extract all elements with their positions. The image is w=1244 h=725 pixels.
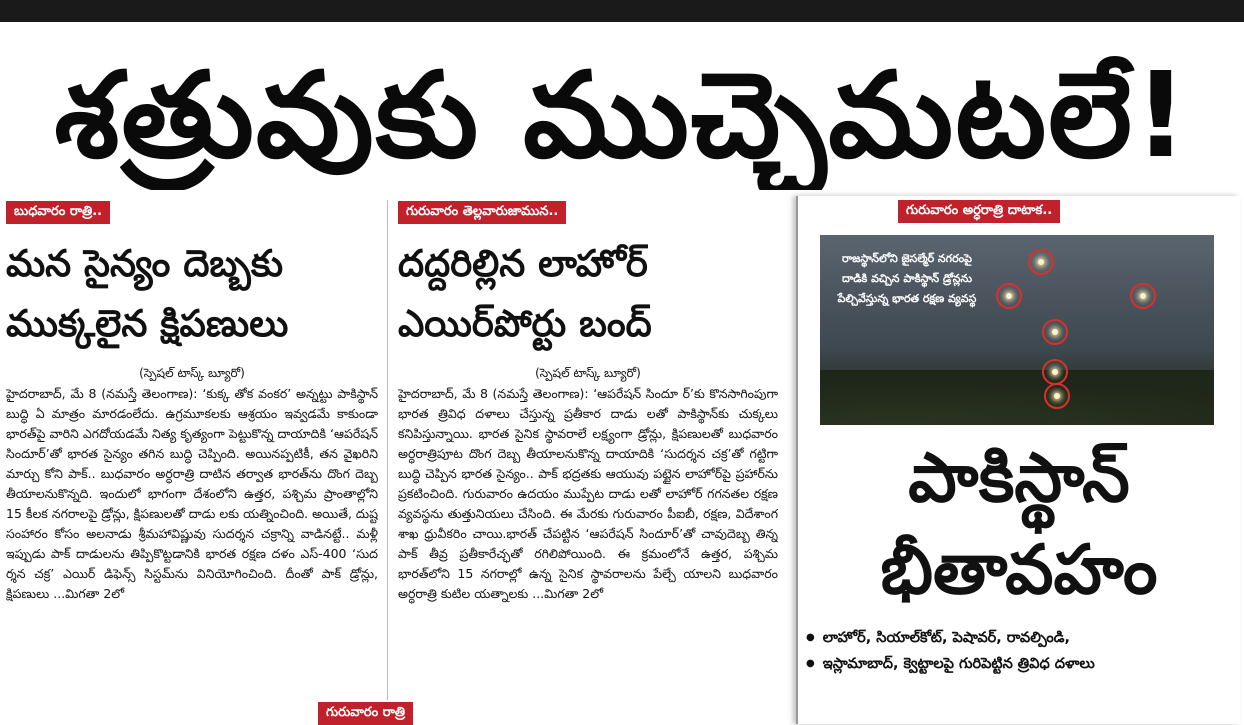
story-text: హైదరాబాద్‌, మే 8 (నమస్తే తెలంగాణ): ‘కుక్క తోక వంకర’ అన్నట్టు పాకిస్థాన్‌ బుద్ధి ఏ మాత్రం మారడంలేదు. ఉగ్రమూకలకు ఆశ్రయం ఇవ్వడమే కాకుండా భారత్‌పై వారిని ఎగదోయడమే నిత్య కృత్యంగా పెట్టుకొన్న దాయాదికి ‘ఆపరేషన్‌ సిందూర్‌’తో భారత సైన్యం తగిన బుద్ధి చెప్పింది. అయినప్పటికీ, తన వైఖరిని మార్చు కోని పాక్‌.. బుధవారం అర్ధరాత్రి దాటిన తర్వాత భారత్‌ను దొంగ దెబ్బ తీయాలనుకొన్నది. ఇందులో భాగంగా దేశంలోని ఉత్తర, పశ్చిమ ప్రాంతాల్లోని 15 కీలక నగరాలపై డ్రోన్లు, క్షిపణులతో దాడు లకు యత్నించింది. అయితే, దుష్ట సంహారం కోసం అలనాడు శ్రీమహావిష్ణువు సుదర్శన చక్రాన్ని వాడినట్టే.. మళ్లీ ఇప్పుడు పాక్‌ దాడులను తిప్పికొట్టడానికి భారత రక్షణ దళం ఎస్‌-400 ‘సుద ర్శన చక్ర’ ఎయిర్‌ డిఫెన్స్‌ సిస్టమ్‌ను వినియోగించింది. దీంతో పాక్‌ డ్రోన్లు, క్షిపణులు <box>6 386 378 601</box>
story-column-1 <box>6 200 378 716</box>
subhead-line: మన సైన్యం దెబ్బకు <box>6 242 284 285</box>
bullet-item: ● లాహోర్‌, సియాల్‌కోట్‌, పెషావర్‌, రావల్పిండి, <box>806 625 1240 651</box>
title-line: భీతావహం <box>880 531 1158 610</box>
story-body <box>398 384 778 716</box>
drone-marker <box>1044 383 1070 409</box>
continued-note: ...మిగతా 2లో <box>53 586 125 601</box>
continued-note: ...మిగతా 2లో <box>532 586 604 601</box>
treeline <box>820 370 1214 425</box>
drone-marker <box>1042 359 1068 385</box>
bullet-list <box>806 625 1240 677</box>
subhead-line: దద్దరిల్లిన లాహోర్‌ <box>398 242 648 285</box>
drone-marker <box>1028 249 1054 275</box>
byline: (స్పెషల్‌ టాస్క్‌ బ్యూరో) <box>139 366 245 380</box>
story-subhead <box>6 234 378 354</box>
story-body <box>6 384 378 716</box>
subhead-line: ఎయిర్‌పోర్టు బంద్‌ <box>398 302 652 345</box>
night-sky-photo <box>820 235 1214 425</box>
main-headline: శత్రువుకు ముచ్చెమటలే! <box>54 46 1190 184</box>
story-text: హైదరాబాద్‌, మే 8 (నమస్తే తెలంగాణ): ‘ఆపరేషన్‌ సిందూ ర్‌’కు కొనసాగింపుగా భారత త్రివిధ దళాలు చేస్తున్న ప్రతీకార దాడు లతో పాకిస్థాన్‌కు చుక్కలు కనిపిస్తున్నాయి. భారత సైనిక స్థావరాలే లక్ష్యంగా డ్రోన్లు, క్షిపణులతో బుధవారం అర్ధరాత్రిపూట దొంగ దెబ్బ తీయాలనుకొన్న దాయాదికి ‘సుదర్శన చక్ర’తో గట్టిగా బుద్ధి చెప్పిన భారత సైన్యం.. పాక్‌ భద్రతకు ఆయువు పట్టైన లాహోర్‌పై ప్రహార్‌ను ప్రకటించింది. గురువారం ఉదయం ముప్పేట దాడు లతో లాహోర్‌ గగనతల రక్షణ వ్యవస్థను తుత్తునియలు చేసింది. ఈ మేరకు గురువారం పీఐబీ, రక్షణ, విదేశాంగ శాఖ ధ్రువీకరిం చాయి.భారత్‌ చేపట్టిన ‘ఆపరేషన్‌ సిందూర్‌’తో చావుదెబ్బ తిన్న పాక్‌ తీవ్ర ప్రతీకారేచ్ఛతో రగిలిపోయింది. ఈ క్రమంలోనే ఉత్తర, పశ్చిమ భారత్‌లోని 15 నగరాల్లో ఉన్న సైనిక స్థావరాలను పేల్చే యాలని బుధవారం అర్ధరాత్రి కుటిల యత్నాలకు <box>398 386 778 601</box>
subhead-line: ముక్కలైన క్షిపణులు <box>6 302 289 345</box>
photo-caption: రాజస్థాన్‌లోని జైసల్మేర్‌ నగరంపై దాడికి వచ్చిన పాకిస్థాన్‌ డ్రోన్లను పేల్చివేస్తున్న భారత రక్షణ వ్యవస్థ <box>837 252 977 305</box>
feature-title <box>798 433 1240 617</box>
time-tag: గురువారం అర్ధరాత్రి దాటాక.. <box>898 200 1060 223</box>
drone-marker <box>1042 319 1068 345</box>
time-tag: గురువారం తెల్లవారుజామున.. <box>398 201 566 224</box>
byline: (స్పెషల్‌ టాస్క్‌ బ్యూరో) <box>535 366 641 380</box>
time-tag: బుధవారం రాత్రి.. <box>6 201 110 224</box>
story-subhead <box>398 234 778 354</box>
masthead-bar <box>0 0 1244 22</box>
story-column-3 <box>796 196 1240 724</box>
column-divider <box>387 200 388 700</box>
title-line: పాకిస్థాన్‌ <box>908 439 1130 518</box>
story-column-2 <box>398 200 778 716</box>
drone-marker <box>1130 283 1156 309</box>
bottom-time-tag: గురువారం రాత్రి <box>318 702 413 725</box>
drone-marker <box>996 283 1022 309</box>
bullet-item: ● ఇస్లామాబాద్‌, క్వెట్టాలపై గురిపెట్టిన త్రివిధ దళాలు <box>806 651 1240 677</box>
